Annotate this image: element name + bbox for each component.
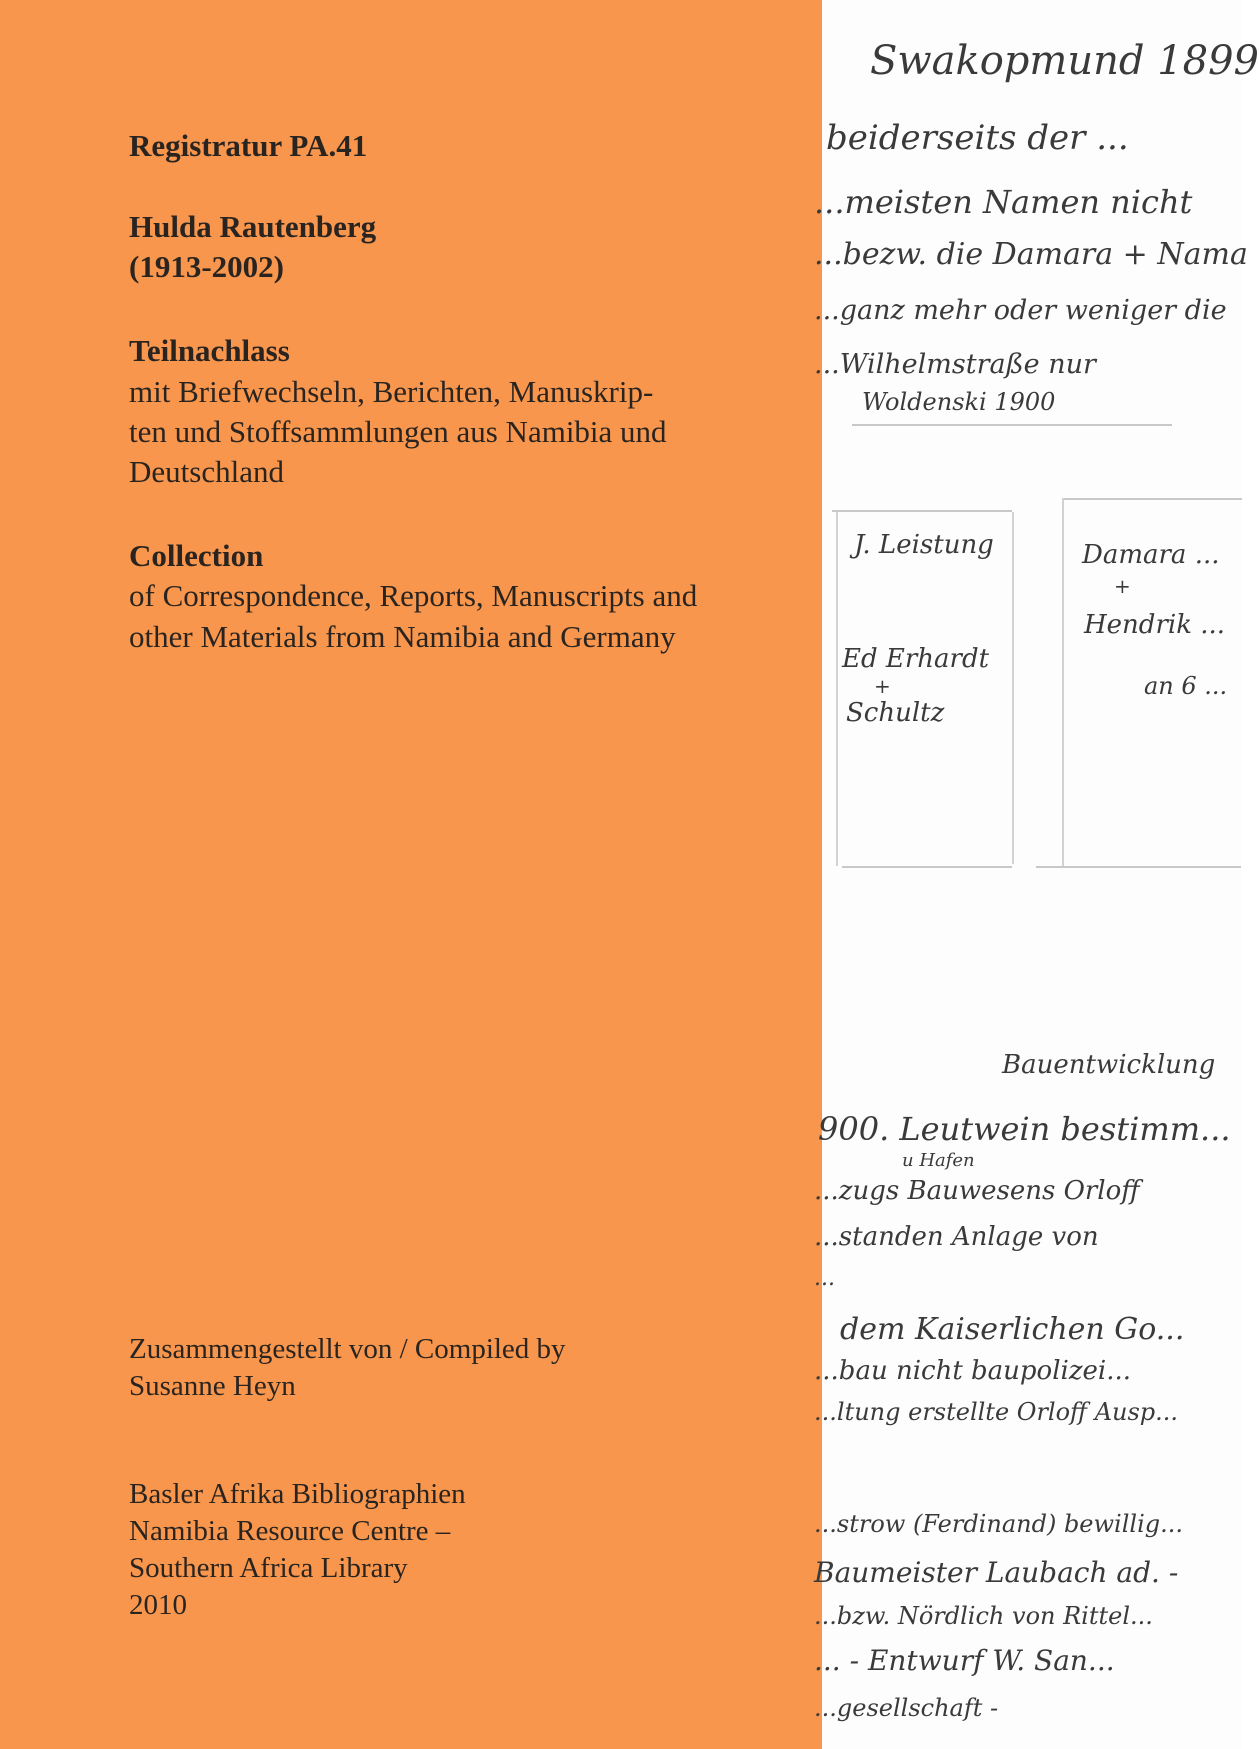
handwriting-line: ...standen Anlage von	[814, 1222, 1099, 1252]
handwriting-line: ...ganz mehr oder weniger die	[814, 295, 1227, 326]
card-edge	[1062, 498, 1064, 868]
handwriting-line: beiderseits der ...	[826, 118, 1129, 158]
publication-year: 2010	[129, 1589, 187, 1621]
card-edge	[842, 866, 1012, 868]
card-edge	[1036, 866, 1241, 868]
handwriting-line: ...	[814, 1266, 835, 1291]
handwriting-line: an 6 ...	[1144, 672, 1228, 700]
handwriting-line: dem Kaiserlichen Go...	[840, 1312, 1185, 1347]
desc-de-line: Deutschland	[129, 454, 284, 489]
compiled-by-label: Zusammengestellt von / Compiled by	[129, 1333, 566, 1365]
handwriting-line: 900. Leutwein bestimm...	[818, 1110, 1231, 1148]
handwriting-line: Swakopmund 1899	[870, 38, 1259, 84]
handwriting-line: +	[1114, 574, 1131, 598]
handwriting-line: Hendrik ...	[1084, 610, 1226, 640]
desc-en-line: of Correspondence, Reports, Manuscripts and	[129, 578, 698, 613]
person-name: Hulda Rautenberg	[129, 209, 377, 244]
handwriting-line: ...bzw. Nördlich von Rittel...	[814, 1602, 1153, 1630]
desc-de-line: mit Briefwechseln, Berichten, Manuskrip-	[129, 374, 654, 409]
compiler-name: Susanne Heyn	[129, 1370, 296, 1402]
registratur-label: Registratur PA.41	[129, 128, 368, 163]
desc-en-line: other Materials from Namibia and Germany	[129, 619, 676, 654]
handwriting-line: ...zugs Bauwesens Orloff	[814, 1176, 1140, 1206]
handwriting-line: Bauentwicklung	[1002, 1050, 1216, 1080]
handwriting-line: ... - Entwurf W. San...	[814, 1644, 1115, 1677]
publisher-line: Basler Afrika Bibliographien	[129, 1478, 466, 1510]
handwriting-line: ...bezw. die Damara + Nama	[814, 237, 1248, 272]
divider-line	[852, 424, 1172, 426]
handwriting-line: +	[874, 674, 891, 698]
handwriting-line: ...gesellschaft -	[814, 1694, 999, 1722]
handwriting-line: ...strow (Ferdinand) bewillig...	[814, 1510, 1183, 1538]
publisher-line: Namibia Resource Centre –	[129, 1515, 451, 1547]
handwriting-line: Schultz	[846, 698, 945, 728]
handwriting-line: Woldenski 1900	[862, 388, 1056, 416]
handwriting-line: Damara ...	[1082, 540, 1220, 570]
handwriting-line: ...ltung erstellte Orloff Ausp...	[814, 1398, 1179, 1426]
handwriting-line: Baumeister Laubach ad. -	[814, 1556, 1179, 1589]
person-dates: (1913-2002)	[129, 249, 284, 284]
handwriting-line: ...meisten Namen nicht	[814, 183, 1193, 221]
handwriting-line: J. Leistung	[854, 530, 994, 560]
handwriting-line: Ed Erhardt	[842, 644, 990, 674]
card-edge	[1062, 498, 1242, 500]
card-edge	[836, 512, 838, 866]
handwriting-line: ...bau nicht baupolizei...	[814, 1356, 1132, 1386]
heading-collection: Collection	[129, 538, 264, 573]
handwritten-manuscript-image	[814, 0, 1259, 1749]
publisher-line: Southern Africa Library	[129, 1552, 408, 1584]
heading-teilnachlass: Teilnachlass	[129, 333, 290, 368]
handwriting-line: u Hafen	[902, 1150, 975, 1171]
card-edge	[832, 510, 1012, 512]
card-edge	[1012, 512, 1014, 864]
handwriting-line: ...Wilhelmstraße nur	[814, 349, 1096, 380]
desc-de-line: ten und Stoffsammlungen aus Namibia und	[129, 414, 667, 449]
